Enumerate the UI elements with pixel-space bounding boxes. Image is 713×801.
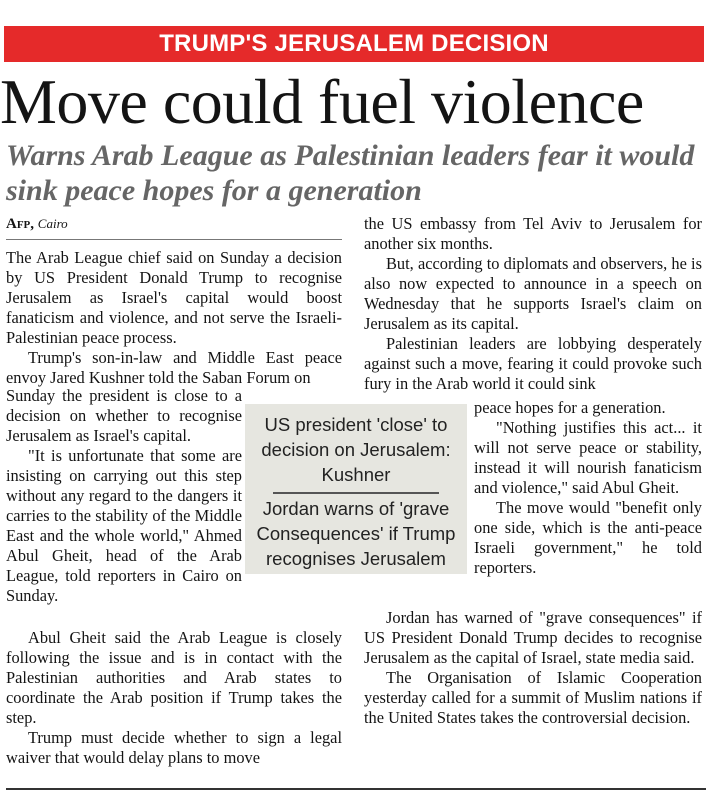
article-column-1-top (6, 248, 342, 388)
pull-quote-divider (273, 492, 439, 494)
byline (6, 214, 68, 234)
paragraph: But, according to diplomats and observers, he is also now expected to announce in a speech on Wednesday that he supports Israel's claim on Jerusalem as its capital. (364, 254, 702, 333)
byline-rule (6, 239, 342, 240)
headline: Move could fuel violence (0, 66, 644, 137)
article-column-1-wrap (6, 386, 242, 606)
bottom-rule (6, 788, 706, 790)
paragraph: The move would "benefit only one side, which is the anti-peace Israeli government," he told reporters. (474, 498, 702, 577)
paragraph: peace hopes for a generation. (474, 398, 666, 417)
subheadline: Warns Arab League as Palestinian leaders fear it would sink peace hopes for a generation (6, 139, 695, 207)
article-column-2-top (364, 214, 702, 394)
paragraph: The Arab League chief said on Sunday a decision by US President Donald Trump to recognise Jerusalem as Israel's capital would boost fanaticism and violence, and not serve the Israeli-Palestinian peace process. (6, 248, 342, 347)
article-column-2-wrap (474, 398, 702, 578)
section-banner: TRUMP'S JERUSALEM DECISION (4, 26, 704, 62)
paragraph: The Organisation of Islamic Cooperation yesterday called for a summit of Muslim nations if the United States takes the controversial decision. (364, 668, 702, 727)
paragraph: Trump must decide whether to sign a legal waiver that would delay plans to move (6, 728, 342, 767)
paragraph: Palestinian leaders are lobbying desperately against such a move, fearing it could provoke such fury in the Arab world it could sink (364, 334, 702, 393)
paragraph: "Nothing justifies this act... it will not serve peace or stability, instead it will nourish fanaticism and violence," said Abul Gheit. (474, 418, 702, 497)
paragraph: Trump's son-in-law and Middle East peace envoy Jared Kushner told the Saban Forum on (6, 348, 342, 387)
paragraph: the US embassy from Tel Aviv to Jerusalem for another six months. (364, 214, 702, 253)
byline-location: Cairo (37, 216, 68, 231)
byline-agency: Afp, (6, 216, 35, 232)
paragraph: Abul Gheit said the Arab League is closely following the issue and is in contact with the Palestinian authorities and Arab states to coordinate the Arab position if Trump takes the step. (6, 628, 342, 727)
article-column-2-bottom (364, 608, 702, 728)
article-column-1-bottom (6, 628, 342, 768)
paragraph: Sunday the president is close to a decision on whether to recognise Jerusalem as Israel's capital. (6, 386, 242, 445)
pull-quote-first: US president 'close' to decision on Jerusalem: Kushner (261, 414, 451, 485)
pull-quote-second: Jordan warns of 'grave Consequences' if Trump recognises Jerusalem (256, 498, 456, 569)
paragraph: "It is unfortunate that some are insisting on carrying out this step without any regard to the dangers it carries to the stability of the Middle East and the whole world," Ahmed Abul Gheit, head of the Arab League, told reporters in Cairo on Sunday. (6, 446, 242, 605)
paragraph: Jordan has warned of "grave consequences" if US President Donald Trump decides to recognise Jerusalem as the capital of Israel, state media said. (364, 608, 702, 667)
pull-quote-box (245, 404, 467, 574)
